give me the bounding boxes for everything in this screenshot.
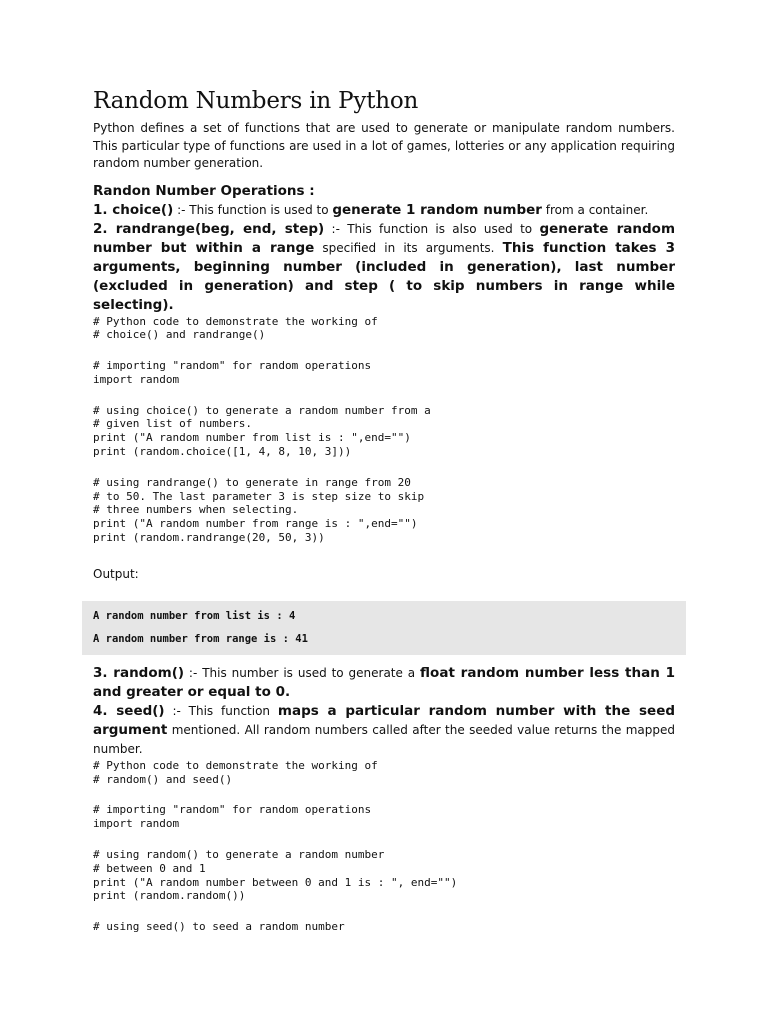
item-seed-name: 4. seed() [93, 702, 165, 719]
item-seed [93, 702, 675, 759]
item-randrange [93, 220, 675, 315]
item-randrange-bold1: generate random number but within a range [93, 220, 676, 256]
item-random-sep: :- This number is used to generate a [184, 665, 421, 680]
code-1-line: print ("A random number from range is : ",end="") [93, 517, 418, 531]
item-seed-rest: mentioned. All random numbers called after the seeded value returns the mapped number. [93, 722, 675, 756]
code-2-line: # importing "random" for random operations [93, 803, 372, 817]
output-line: A random number from range is : 41 [93, 632, 308, 645]
code-1-line [93, 387, 675, 404]
code-2-line [93, 831, 675, 848]
code-1-line: # three numbers when selecting. [93, 503, 299, 517]
code-1-line: # choice() and randrange() [93, 328, 266, 342]
item-choice-name: 1. choice() [93, 201, 174, 218]
code-1-line: print (random.randrange(20, 50, 3)) [93, 531, 325, 545]
item-seed-sep: :- This function [164, 703, 278, 718]
code-1-line: # using randrange() to generate in range from 20 [93, 475, 411, 489]
code-1-line: # Python code to demonstrate the working of [93, 314, 378, 328]
code-block-1 [93, 315, 675, 545]
code-2-line: # using seed() to seed a random number [93, 920, 345, 934]
code-1-line: # to 50. The last parameter 3 is step size to skip [93, 489, 425, 503]
code-1-line [93, 459, 675, 476]
item-randrange-sep: :- This function is also used to [324, 221, 540, 236]
code-1-line: print (random.choice([1, 4, 8, 10, 3])) [93, 445, 352, 459]
item-random [93, 664, 675, 702]
code-2-line: print (random.random()) [93, 889, 246, 903]
item-choice [93, 201, 675, 220]
document-page [93, 88, 675, 581]
item-choice-rest: from a container. [541, 202, 649, 217]
code-1-line [93, 342, 675, 359]
code-1-line: # using choice() to generate a random number from a [93, 403, 431, 417]
intro-paragraph: Python defines a set of functions that are used to generate or manipulate random numbers. This particular type of functions are used in a lot of games, lotteries or any application requiring random number generation. [93, 121, 675, 170]
item-randrange-bold2: This function takes 3 arguments, beginning number (included in generation), last number (excluded in generation) and step ( to skip numbers in range while selecting). [93, 239, 675, 313]
code-2-line: # using random() to generate a random number [93, 848, 385, 862]
code-2-line: # random() and seed() [93, 772, 233, 786]
item-seed-bold: maps a particular random number with the seed argument [93, 702, 676, 738]
code-2-line: import random [93, 817, 180, 831]
page-title: Random Numbers in Python [93, 88, 419, 114]
code-1-line: # importing "random" for random operations [93, 359, 372, 373]
document-page-lower [93, 664, 675, 934]
output-box [82, 601, 686, 655]
code-block-2 [93, 759, 675, 934]
code-2-line: print ("A random number between 0 and 1 is : ", end="") [93, 875, 458, 889]
code-2-line [93, 903, 675, 920]
item-random-name: 3. random() [93, 664, 185, 681]
code-2-line [93, 786, 675, 803]
item-random-bold: float random number less than 1 and greater or equal to 0. [93, 664, 675, 700]
code-1-line: # given list of numbers. [93, 417, 252, 431]
code-2-line: # between 0 and 1 [93, 861, 206, 875]
output-line: A random number from list is : 4 [93, 609, 296, 622]
item-choice-bold: generate 1 random number [332, 201, 542, 218]
item-choice-sep: :- This function is used to [173, 202, 333, 217]
item-randrange-name: 2. randrange(beg, end, step) [93, 220, 325, 237]
code-2-line: # Python code to demonstrate the working of [93, 758, 378, 772]
output-label: Output: [93, 566, 139, 581]
code-1-line: print ("A random number from list is : ",end="") [93, 431, 411, 445]
item-randrange-mid: specified in its arguments. [314, 240, 503, 255]
code-1-line: import random [93, 372, 180, 386]
section-heading: Randon Number Operations : [93, 182, 315, 199]
